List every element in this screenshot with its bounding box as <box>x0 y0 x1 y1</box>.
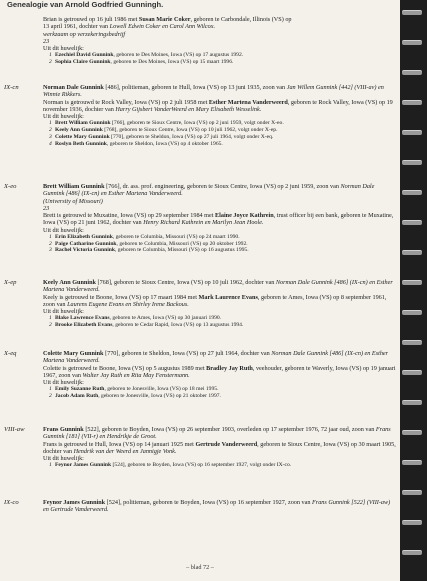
binder-ring <box>402 370 422 375</box>
page-number: – blad 72 – <box>186 564 214 571</box>
children-label: Uit dit huwelijk: <box>43 45 84 53</box>
spouse-parents: Hendrik van der Weerd en Jannigje Vonk. <box>73 447 177 455</box>
binder-ring <box>402 160 422 165</box>
spouse-parents: Walter Jay Ruth en Rita May Fenstermann. <box>82 371 190 379</box>
person-name: Colette Mary Gunnink <box>43 350 104 357</box>
person-name: Brett William Gunnink <box>43 183 105 190</box>
binder-ring <box>402 130 422 135</box>
reference: 23 <box>43 37 50 45</box>
spouse-parents: Lowell Edwin Coker en Carol Ann Wilcox. <box>109 23 216 31</box>
entry-ix-co <box>4 499 396 514</box>
children-label: Uit dit huwelijk: <box>43 226 84 234</box>
spouse-parents: Harry Gijsbert VanderWeerd en Mary Elisabeth Wesselink. <box>115 105 262 113</box>
child-item: 1 Blake Lawrence Evans, geboren te Ames, Iowa (VS) op 30 januari 1990. <box>49 315 222 322</box>
binder-ring <box>402 10 422 15</box>
binder-ring <box>402 70 422 75</box>
binder-ring <box>402 550 422 555</box>
children-list <box>43 386 396 399</box>
children-list <box>43 234 396 254</box>
children-list <box>43 52 396 65</box>
children-list <box>43 120 396 147</box>
spouse-parents: Henry Richard Kathrein en Marilyn Jean Hoole. <box>143 219 264 227</box>
spouse-parents: Laurens Eugene Evans en Shirley Irene Backous. <box>67 300 189 308</box>
binder-ring <box>402 490 422 495</box>
parents: Frans Gunnink [522] (VIII-aw) en Gertrude Vanderweerd. <box>43 499 391 514</box>
binder-ring <box>402 400 422 405</box>
binder-ring <box>402 40 422 45</box>
child-item: 3 Rachel Victoria Gunnink, geboren te Columbia, Missouri (VS) op 16 augustus 1995. <box>49 247 249 254</box>
marriage-line: Brian is getrouwd op 16 juli 1986 met Susan Marie Coker, geboren te Carbondale, Illinois (VS) op <box>43 16 292 23</box>
binder-ring <box>402 280 422 285</box>
entry-viii-aw <box>4 426 396 469</box>
generation-marker: IX-co <box>4 499 19 506</box>
child-item: 3 Colette Mary Gunnink [770], geboren te Sheldon, Iowa (VS) op 27 juli 1964, volgt onder X-eq. <box>49 133 274 140</box>
spouse-name: Esther Martena Vanderweerd <box>208 98 288 106</box>
child-item: 2 Sophia Claire Gunnink, geboren te Des Moines, Iowa (VS) op 15 maart 1996. <box>49 59 234 66</box>
parents: Norman Dale Gunnink [486] (IX-cn) en Esther Martena Vanderweerd. <box>43 350 389 365</box>
marriage-text: Colette is getrouwd te Boone, Iowa (VS) op 5 augustus 1989 met Bradley Jay Ruth, veehouder, geboren te Waverly, Iowa (VS) op 19 januari 1967, zoon van Walter Jay Ruth en Rita May Fenstermann. <box>43 364 396 379</box>
entry-text: Norman Dale Gunnink [486], politieman, geboren te Hull, Iowa (VS) op 13 juni 1935, zoon van Jan Willem Gunnink [442] (VIII-av) en Winnie Rikkers. <box>43 84 384 99</box>
generation-marker: IX-cn <box>4 84 19 91</box>
children-label: Uit dit huwelijk: <box>43 455 84 463</box>
entry-text: Colette Mary Gunnink [770], geboren te Sheldon, Iowa (VS) op 27 juli 1964, dochter van Norman Dale Gunnink [486] (IX-cn) en Esther Martena Vanderweerd. <box>43 350 389 365</box>
child-item: 1 Emily Suzanne Ruth, geboren te Jonesville, Iowa (VS) op 18 mei 1995. <box>49 386 219 393</box>
binder-ring <box>402 310 422 315</box>
child-item: 1 Feynor James Gunnink [524], geboren te Boyden, Iowa (VS) op 16 september 1927, volgt onder IX-co. <box>49 462 292 469</box>
child-item: 1 Erin Elizabeth Gunnink, geboren te Columbia, Missouri (VS) op 24 maart 1990. <box>49 234 240 241</box>
child-item: 2 Brooke Elizabeth Evans, geboren te Cedar Rapid, Iowa (VS) op 13 augustus 1994. <box>49 322 244 329</box>
binder-ring <box>402 430 422 435</box>
parents: Frans Gunnink [181] (VII-r) en Hendrikje de Groot. <box>43 426 391 441</box>
person-name: Keely Ann Gunnink <box>43 279 96 286</box>
reference: 23 <box>43 204 50 212</box>
entry-text: Keely Ann Gunnink [768], geboren te Sioux Centre, Iowa (VS) op 10 juli 1962, dochter van Norman Dale Gunnink [486] (IX-cn) en Esther Martena Vanderweerd. <box>43 279 393 294</box>
children-list <box>43 315 396 328</box>
person-name: Norman Dale Gunnink <box>43 84 104 91</box>
binder-ring <box>402 190 422 195</box>
children-label: Uit dit huwelijk: <box>43 113 84 121</box>
entry-x-ep <box>4 279 396 329</box>
entry-ix-cn <box>4 84 396 147</box>
occupation: werkzaam op verzekeringsbedrijf <box>43 30 126 38</box>
child-item: 1 Brett William Gunnink [766], geboren te Sioux Centre, Iowa (VS) op 2 juni 1959, volgt onder X-eo. <box>49 120 284 127</box>
marriage-text: Frans is getrouwd te Hull, Iowa (VS) op 14 januari 1925 met Gertrude Vanderweerd, geboren te Sioux Centre, Iowa (VS) op 30 maart 1905, dochter van Hendrik van der Weerd en Jannigje Vonk. <box>43 440 396 455</box>
entry-text: Frans Gunnink [522], geboren te Boyden, Iowa (VS) op 26 september 1903, overleden op 17 september 1976, 72 jaar oud, zoon van Frans Gunnink [181] (VII-r) en Hendrikje de Groot. <box>43 426 391 441</box>
parents: Norman Dale Gunnink [486] (IX-cn) en Esther Martena Vanderweerd. <box>43 183 375 198</box>
spouse-name: Susan Marie Coker <box>138 16 191 23</box>
generation-marker: X-ep <box>4 279 17 286</box>
child-item: 1 Ezechiel David Gunnink, geboren te Des Moines, Iowa (VS) op 17 augustus 1992. <box>49 52 244 59</box>
binder-ring <box>402 340 422 345</box>
child-item: 4 Roslyn Beth Gunnink, geboren te Sheldon, Iowa (VS) op 4 oktober 1965. <box>49 140 223 147</box>
page-header: Genealogie van Arnold Godfried Gunningh. <box>7 0 164 9</box>
entry-text: Brett William Gunnink [766], dr. ass. prof. engineering, geboren te Sioux Centre, Iowa (VS) op 2 juni 1959, zoon van Norman Dale Gunnink [486] (IX-cn) en Esther Martena Vanderweerd. <box>43 183 375 198</box>
entry-x-eq <box>4 350 396 400</box>
child-item: 2 Keely Ann Gunnink [768], geboren te Sioux Centre, Iowa (VS) op 10 juli 1962, volgt onder X-ep. <box>49 127 278 134</box>
parents: Jan Willem Gunnink [442] (VIII-av) en Winnie Rikkers. <box>43 84 384 99</box>
generation-marker: VIII-aw <box>4 426 25 433</box>
children-label: Uit dit huwelijk: <box>43 379 84 387</box>
children-label: Uit dit huwelijk: <box>43 308 84 316</box>
spouse-name: Gertrude Vanderweerd <box>195 440 258 448</box>
child-item: 2 Paige Catharine Gunnink, geboren te Columbia, Missouri (VS) op 20 oktober 1992. <box>49 240 248 247</box>
person-name: Feynor James Gunnink <box>43 499 106 506</box>
generation-marker: X-eo <box>4 183 17 190</box>
generation-marker: X-eq <box>4 350 17 357</box>
spouse-name: Bradley Jay Ruth <box>206 364 253 372</box>
marriage-text: Brett is getrouwd te Muxatine, Iowa (VS) op 29 september 1984 met Elaine Joyce Kathrein, trust officer bij een bank, geboren te Muxatine, Iowa (VS) op 21 juni 1962, dochter van Henry Richard Kathrein en Marilyn Jean Hoole. <box>43 212 394 227</box>
children-list <box>43 462 396 469</box>
marriage-line-2: 13 april 1961, dochter van Lowell Edwin Coker en Carol Ann Wilcox. <box>43 23 216 31</box>
person-name: Frans Gunnink <box>43 426 84 433</box>
binder-ring <box>402 100 422 105</box>
spouse-name: Mark Laurence Evans <box>198 293 258 301</box>
binder-ring <box>402 520 422 525</box>
note: (University of Missouri) <box>43 197 103 205</box>
marriage-text: Keely is getrouwd te Boone, Iowa (VS) op 17 maart 1984 met Mark Laurence Evans, geboren te Ames, Iowa (VS) op 8 september 1961, zoon van Laurens Eugene Evans en Shirley Irene Backous. <box>43 293 387 308</box>
spouse-name: Elaine Joyce Kathrein <box>215 212 274 220</box>
child-item: 2 Jacob Adam Ruth, geboren te Jonesville, Iowa (VS) op 21 oktober 1997. <box>49 393 221 400</box>
parents: Norman Dale Gunnink [486] (IX-cn) en Esther Martena Vanderweerd. <box>43 279 393 294</box>
marriage-text: Norman is getrouwd te Rock Valley, Iowa (VS) op 2 juli 1958 met Esther Martena Vanderweerd, geboren te Rock Valley, Iowa (VS) op 19 november 1936, dochter van Harry Gijsbert VanderWeerd en Mary Elisabeth Wesselink. <box>43 98 393 113</box>
binder-ring <box>402 220 422 225</box>
intro-entry <box>12 16 396 66</box>
entry-x-eo <box>4 183 396 254</box>
binder-ring <box>402 250 422 255</box>
binder-ring <box>402 460 422 465</box>
entry-text: Feynor James Gunnink [524], politieman, geboren te Boyden, Iowa (VS) op 16 september 1927, zoon van Frans Gunnink [522] (VIII-aw) en Gertrude Vanderweerd. <box>43 499 391 514</box>
